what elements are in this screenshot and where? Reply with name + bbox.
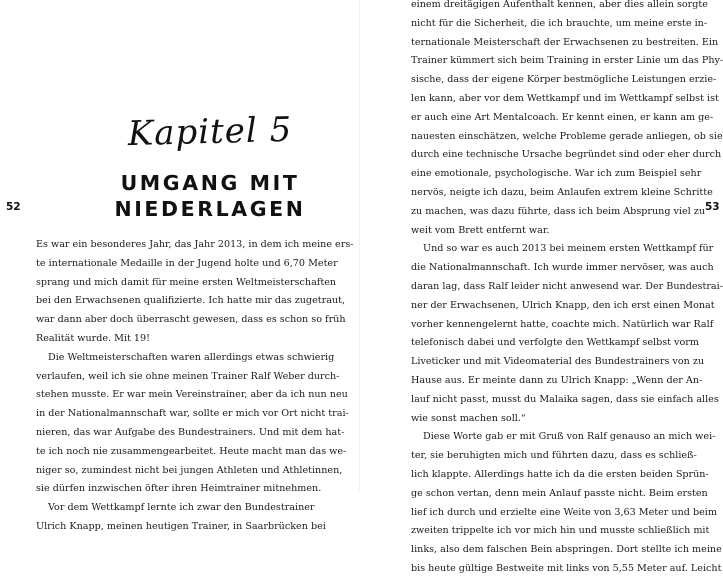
text-line: telefonisch dabei und verfolgte den Wettkampf selbst vorm [411,337,699,349]
text-line: war dann aber doch überrascht gewesen, dass es schon so früh [36,314,346,326]
text-line: Vor dem Wettkampf lernte ich zwar den Bundestrainer [48,502,315,514]
text-line: lief ich durch und erzielte eine Weite von 3,63 Meter und beim [411,506,717,518]
text-line: bis heute gültige Bestweite mit links von 5,55 Meter auf. Leicht [411,562,722,574]
text-line: zweiten trippelte ich vor mich hin und musste schließlich mit [411,525,710,537]
text-line: bei den Erwachsenen qualifizierte. Ich hatte mir das zugetraut, [36,295,345,307]
text-line: nervös, neigte ich dazu, beim Anlaufen extrem kleine Schritte [411,186,713,198]
text-line: Hause aus. Er meinte dann zu Ulrich Knapp: „Wenn der An- [411,374,703,386]
text-line: sie dürfen inzwischen öfter ihren Heimtrainer mitnehmen. [36,483,322,495]
right-page [360,0,723,574]
text-line: niger so, zumindest nicht bei jungen Athleten und Athletinnen, [36,464,343,476]
text-line: nauesten einschätzen, welche Probleme gerade anliegen, ob sie [411,130,723,142]
text-line: verlaufen, weil ich sie ohne meinen Trainer Ralf Weber durch- [36,370,340,382]
text-line: eine emotionale, psychologische. War ich zum Beispiel sehr [411,168,702,180]
text-line: lich klappte. Allerdings hatte ich da die ersten beiden Sprün- [411,468,709,480]
text-line: Und so war es auch 2013 bei meinem ersten Wettkampf für [423,243,714,255]
text-line: len kann, aber vor dem Wettkampf und im Wettkampf selbst ist [411,92,719,104]
text-line: nicht für die Sicherheit, die ich brauchte, um meine erste in- [411,17,708,29]
text-line: Trainer kümmert sich beim Training in erster Linie um das Phy- [411,55,723,67]
text-line: sische, dass der eigene Körper bestmögliche Leistungen erzie- [411,74,717,86]
text-line: sprang und mich damit für meine ersten Weltmeisterschaften [36,276,337,288]
left-page [0,0,360,532]
text-line: weit vom Brett entfernt war. [411,224,550,236]
text-line: lauf nicht passt, musst du Malaika sagen, dass sie einfach alles [411,393,719,405]
text-line: ner der Erwachsenen, Ulrich Knapp, den ich erst einen Monat [411,299,715,311]
text-line: einem dreitägigen Aufenthalt kennen, aber dies allein sorgte [411,0,708,10]
text-line: daran lag, dass Ralf leider nicht anwesend war. Der Bundestrai- [411,280,723,292]
text-line: Realität wurde. Mit 19! [36,332,150,344]
page-number-left: 52 [6,201,21,213]
text-line: stehen musste. Er war mein Vereinstrainer, aber da ich nun neu [36,389,348,401]
text-line: ternationale Meisterschaft der Erwachsenen zu bestreiten. Ein [411,36,719,48]
text-line: te ich noch nie zusammengearbeitet. Heute macht man das we- [36,445,347,457]
chapter-title [80,170,340,222]
text-line: Es war ein besonderes Jahr, das Jahr 2013, in dem ich meine ers- [36,239,354,250]
text-line: nieren, das war Aufgabe des Bundestrainers. Und mit dem hat- [36,426,345,438]
text-line: Liveticker und mit Videomaterial des Bundestrainers von zu [411,356,705,368]
text-line: in der Nationalmannschaft war, sollte er mich vor Ort nicht trai- [36,408,349,420]
text-line: links, also dem falschen Bein abspringen. Dort stellte ich meine [411,544,722,556]
body-text-left [36,236,354,537]
page-number-right: 53 [705,201,720,213]
text-line: te internationale Medaille in der Jugend holte und 6,70 Meter [36,257,338,269]
text-line: er auch eine Art Mentalcoach. Er kennt einen, er kann am ge- [411,111,714,123]
text-line: zu machen, was dazu führte, dass ich beim Absprung viel zu [411,205,706,217]
text-line: wie sonst machen soll.“ [411,412,526,424]
text-line: Die Weltmeisterschaften waren allerdings etwas schwierig [48,351,335,363]
chapter-title-line: NIEDERLAGEN [114,197,306,221]
text-line: vorher kennengelernt hatte, coachte mich. Natürlich war Ralf [411,318,714,330]
chapter-title-line: UMGANG MIT [120,171,300,195]
chapter-label: Kapitel 5 [127,109,293,155]
text-line: Ulrich Knapp, meinen heutigen Trainer, in Saarbrücken bei [36,520,326,532]
text-line: Diese Worte gab er mit Gruß von Ralf genauso an mich wei- [423,431,716,443]
text-line: durch eine technische Ursache begründet sind oder eher durch [411,149,722,161]
text-line: ter, sie beruhigten mich und führten dazu, dass es schließ- [411,450,697,462]
text-line: die Nationalmannschaft. Ich wurde immer nervöser, was auch [411,262,714,274]
text-line: ge schon vertan, denn mein Anlauf passte nicht. Beim ersten [411,487,708,499]
